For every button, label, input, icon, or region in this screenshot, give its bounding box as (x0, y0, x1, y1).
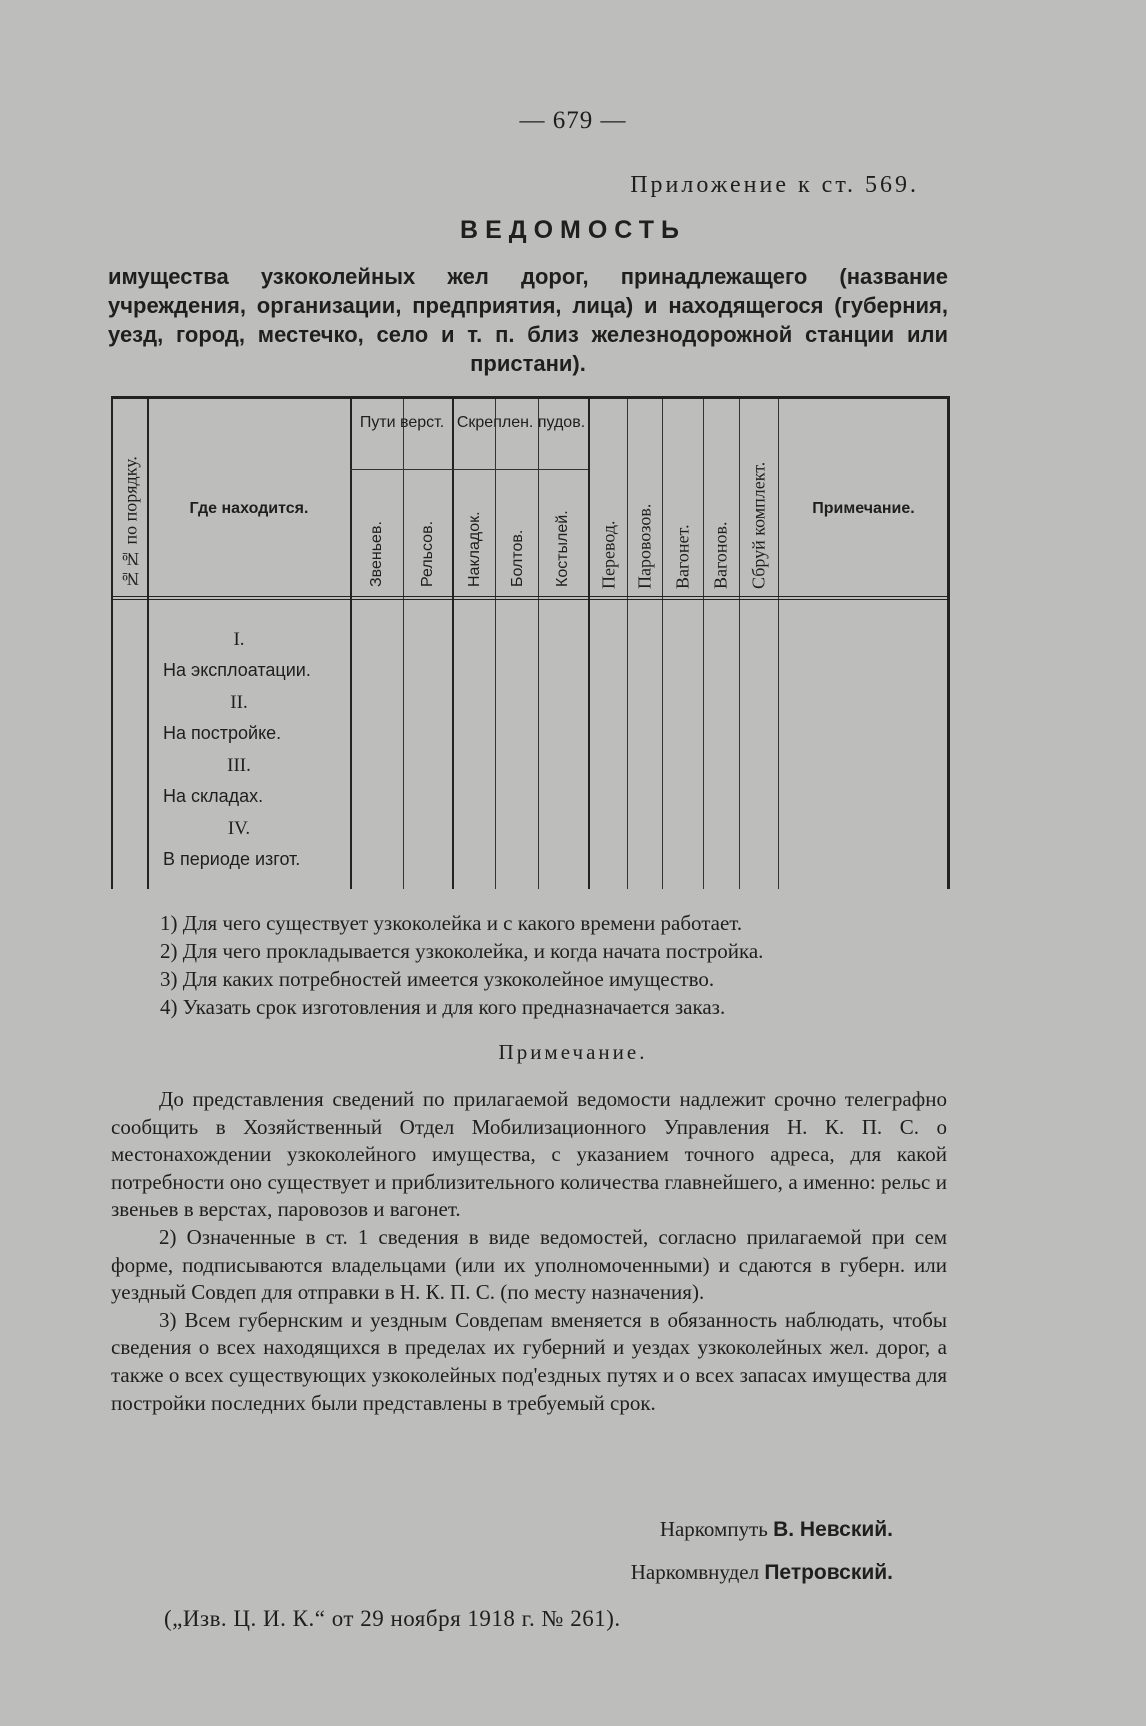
signature-name: В. Невский. (773, 1518, 893, 1541)
signature-line (631, 1560, 893, 1585)
note-paragraph: 2) Означенные в ст. 1 сведения в виде ведомостей, согласно прилагаемой при сем форме, подписываются владельцами (или их уполномоченными) и сдаются в губерн. или уездный Совдеп для отправки в Н. К. П. С. (по месту назначения). (111, 1224, 947, 1305)
header-spikes: Костылей. (554, 510, 571, 587)
column-rule (538, 399, 539, 889)
note-paragraph: 3) Всем губернским и уездным Совдепам вменяется в обязанность наблюдать, чтобы сведения о всех находящихся в пределах их губерний и уездах узкоколейных жел. дорог, а также о всех существующих узкоколейных под'ездных путях и о всех запасах имущества для постройки последних были представлены в требуемый срок. (111, 1307, 947, 1415)
question-item: 3) Для каких потребностей имеется узкоколейное имущество. (160, 967, 715, 991)
row-numeral: IV. (227, 818, 251, 839)
column-rule (778, 399, 779, 889)
questions-list (160, 909, 960, 1021)
header-fasteners-group: Скреплен. пудов. (456, 414, 586, 431)
column-rule (452, 399, 454, 889)
header-harness: Сбруй комплект. (748, 461, 769, 589)
header-plates: Накладок. (466, 511, 483, 587)
column-rule (403, 399, 404, 889)
column-rule (495, 399, 496, 889)
appendix-reference: Приложение к ст. 569. (630, 172, 919, 198)
row-numeral: II. (230, 692, 248, 713)
row-label: На складах. (163, 786, 264, 806)
column-rule (350, 399, 352, 889)
note-paragraph: До представления сведений по прилагаемой ведомости надлежит срочно телеграфно сообщить в Хозяйственный Отдел Мобилизационного Управления Н. К. П. С. о местонахождении узкоколейного имущества, с указанием точного адреса, для какой потребности оно существует и приблизительного количества главнейшего, а именно: рельс и звеньев в верстах, паровозов и вагонет. (111, 1087, 947, 1222)
signature-title: Наркомвнудел (630, 1560, 760, 1584)
column-rule (703, 399, 704, 889)
question-item: 1) Для чего существует узкоколейка и с какого времени работает. (160, 911, 743, 935)
ledger-table (111, 396, 950, 889)
row-numeral: I. (233, 629, 245, 650)
header-wagonets: Вагонет. (672, 524, 693, 589)
note-heading: Примечание. (498, 1040, 648, 1064)
header-locomotives: Паровозов. (634, 503, 655, 589)
question-item: 4) Указать срок изготовления и для кого предназначается заказ. (160, 995, 726, 1019)
header-row-number: №№ по порядку. (120, 456, 141, 589)
document-subtitle: имущества узкоколейных жел дорог, принадлежащего (название учреждения, организации, предприятия, лица) и находящегося (губерния, уезд, город, местечко, село и т. п. близ железнодорожной станции или пристани). (108, 264, 948, 376)
row-label: В периоде изгот. (163, 849, 301, 869)
row-label: На эксплоатации. (163, 660, 311, 680)
note-body (111, 1086, 947, 1417)
header-track-group: Пути верст. (359, 414, 445, 431)
header-remarks: Примечание. (812, 500, 915, 517)
signature-name: Петровский. (764, 1561, 893, 1584)
page-number: — 679 — (519, 107, 627, 134)
column-rule (627, 399, 628, 889)
signature-line (660, 1517, 893, 1542)
header-location: Где находится. (189, 500, 309, 517)
row-numeral: III. (227, 755, 251, 776)
signature-title: Наркомпуть (659, 1517, 768, 1541)
row-label: На постройке. (163, 723, 282, 743)
column-rule (662, 399, 663, 889)
question-item: 2) Для чего прокладывается узкоколейка, и когда начата постройка. (160, 939, 764, 963)
header-wagons: Вагонов. (710, 521, 731, 589)
column-rule (739, 399, 740, 889)
column-rule (588, 399, 590, 889)
source-citation: („Изв. Ц. И. К.“ от 29 ноября 1918 г. № 261). (164, 1606, 621, 1631)
header-rails: Рельсов. (419, 520, 436, 587)
group-underline (350, 469, 452, 470)
group-underline (452, 469, 588, 470)
header-links: Звеньев. (368, 521, 385, 587)
header-switches: Перевод. (598, 520, 619, 589)
header-separator (113, 596, 947, 600)
header-bolts: Болтов. (509, 529, 526, 587)
document-title: ВЕДОМОСТЬ (460, 216, 686, 244)
